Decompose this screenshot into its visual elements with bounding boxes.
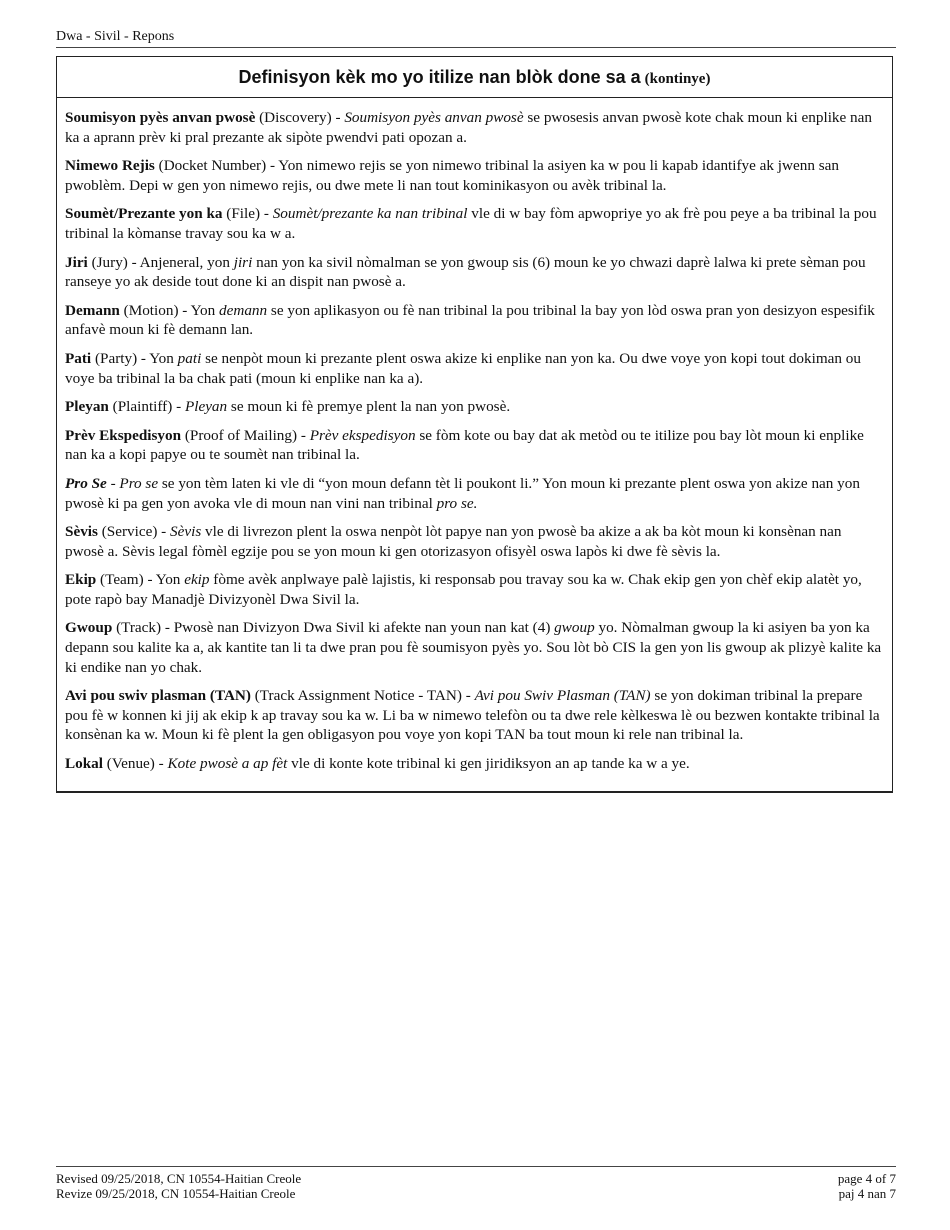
footer-page-ht: paj 4 nan 7 <box>838 1186 896 1201</box>
definition-term: Pleyan <box>65 398 109 416</box>
definition-text: Soumèt/prezante ka nan tribinal <box>272 205 468 223</box>
definition-team <box>65 570 884 609</box>
definition-track <box>65 618 884 677</box>
definition-term: Pati <box>65 349 92 367</box>
definition-venue <box>65 754 884 774</box>
definition-text: (Jury) - Anjeneral, yon <box>87 253 234 271</box>
definitions-box-title <box>57 57 892 98</box>
definition-text: se nenpòt moun ki prezante plent oswa akize ki enplike nan yon ka. Ou dwe voye yon kopi tout dokiman ou voye ba tribinal la ba chak pati (moun ki enplike nan ka a). <box>65 349 861 387</box>
footer-page-number <box>838 1171 896 1201</box>
definition-text: gwoup <box>554 619 595 637</box>
definition-text: vle di konte kote tribinal ki gen jiridiksyon an ap tande ka w a ye. <box>287 755 690 773</box>
definition-text: ekip <box>184 571 210 589</box>
box-title-main: Definisyon kèk mo yo itilize nan blòk done sa a <box>238 67 641 87</box>
footer-revised-en: Revised 09/25/2018, CN 10554-Haitian Creole <box>56 1171 302 1186</box>
definition-discovery <box>65 108 884 147</box>
definition-text: (Track Assignment Notice - TAN) - <box>250 687 475 705</box>
definition-text: (Party) - Yon <box>91 349 178 367</box>
definition-text: (Proof of Mailing) - <box>181 426 310 444</box>
definition-pro-se <box>65 474 884 513</box>
definition-text: (Discovery) - <box>255 109 345 126</box>
definition-text: Prèv ekspedisyon <box>309 426 416 444</box>
definition-text: se pwosesis anvan pwosè kote chak moun ki enplike nan ka a aprann prèv ki pral prezante ak sipòte pwendvi pati opozan a. <box>65 109 872 146</box>
definition-term: Jiri <box>65 253 88 271</box>
definition-text: nan yon ka sivil nòmalman se yon gwoup sis (6) moun ke yo chwazi daprè lalwa ki prete sèman pou ranseye yo ak deside tout done ki an dispit nan pwosè a. <box>65 253 866 291</box>
footer-revised-ht: Revize 09/25/2018, CN 10554-Haitian Creole <box>56 1186 296 1201</box>
definition-text: yo. Nòmalman gwoup la ki asiyen ba yon ka depann sou kalite ka a, ak kantite tan li ta dwe pran pou fè soumisyon pyès yo. Sou lòt bò CIS la gen yon lis gwoup ak plizyè kalite ka ki endike nan yo chak. <box>65 619 882 676</box>
definition-jury <box>65 253 884 292</box>
definition-text: Sèvis <box>170 523 202 541</box>
footer-page-en: page 4 of 7 <box>837 1171 896 1186</box>
definition-text: se yon dokiman tribinal la prepare pou fè w konnen ki jij ak ekip k ap travay sou ka w. Li ba w nimewo telefòn ou ta dwe rele kèlkeswa lè ou bezwen kontakte tribinal la konsènan ka w. Moun ki fè plent la gen obligasyon pou voye yon kopi TAN ba tout moun ki rele nan tribinal la. <box>65 687 880 744</box>
definition-text: se yon aplikasyon ou fè nan tribinal la pou tribinal la bay yon lòd oswa pran yon desizyon espesifik anfavè moun ki fè demann lan. <box>65 301 875 339</box>
definition-term: Demann <box>65 301 120 319</box>
definition-text: (File) - <box>222 205 273 223</box>
page-header: Dwa - Sivil - Repons <box>56 29 896 48</box>
definition-term: Avi pou swiv plasman (TAN) <box>65 687 251 705</box>
definition-term: Prèv Ekspedisyon <box>65 426 182 444</box>
definition-text: Pro se <box>119 474 159 492</box>
definition-service <box>65 522 884 561</box>
definition-term: Sèvis <box>65 523 98 541</box>
definition-term: Gwoup <box>65 619 113 637</box>
definition-term: Nimewo Rejis <box>65 157 155 175</box>
definition-term: Soumisyon pyès anvan pwosè <box>65 109 256 126</box>
definition-text: vle di livrezon plent la oswa nenpòt lòt papye nan yon pwosè ba akize a ak ba kòt moun ki konsènan nan pwosè a. Sèvis legal fòmèl egzije pou se yon moun ki gen otorizasyon ofisyèl oswa lapòs ki dwe fè sèvis la. <box>65 523 842 560</box>
definition-text: (Track) - Pwosè nan Divizyon Dwa Sivil ki afekte nan youn nan kat (4) <box>112 619 555 637</box>
definition-file <box>65 204 884 243</box>
definition-party <box>65 349 884 388</box>
definition-text: Soumisyon pyès anvan pwosè <box>344 109 524 126</box>
definition-text: fòme avèk anplwaye palè lajistis, ki responsab pou travay sou ka w. Chak ekip gen yon chèf ekip alatèt yo, pote rapò bay Manadjè Divizyonèl Dwa Sivil la. <box>65 571 862 608</box>
definition-term: Lokal <box>65 755 103 773</box>
definition-text: Pleyan <box>184 398 228 416</box>
definitions-box <box>56 56 893 793</box>
definition-text: pati <box>177 349 202 367</box>
definition-term: Soumèt/Prezante yon ka <box>65 205 223 223</box>
definition-text: vle di w bay fòm apwopriye yo ak frè pou peye a ba tribinal la pou tribinal la kòmanse travay sou ka w a. <box>65 205 877 242</box>
box-title-sub: (kontinye) <box>644 71 711 87</box>
definition-proof-of-mailing <box>65 426 884 465</box>
definition-text: se moun ki fè premye plent la nan yon pwosè. <box>227 398 511 416</box>
definition-term: Ekip <box>65 571 97 589</box>
definition-tan <box>65 686 884 745</box>
definition-motion <box>65 301 884 340</box>
definition-plaintiff <box>65 397 884 417</box>
page-footer <box>56 1166 896 1201</box>
definition-text: (Plaintiff) - <box>108 398 185 416</box>
definition-docket <box>65 156 884 195</box>
definition-text: Kote pwosè a ap fèt <box>167 755 288 773</box>
definition-text: se yon tèm laten ki vle di “yon moun defann tèt li poukont li.” Yon moun ki prezante plent oswa yon akize nan yon pwosè ki pa gen yon avoka vle di moun nan vini nan tribinal <box>65 474 860 512</box>
definitions-list <box>57 98 892 791</box>
definition-text: pro se. <box>436 494 478 512</box>
definition-text: (Venue) - <box>102 755 168 773</box>
definition-text: (Motion) - Yon <box>119 301 220 319</box>
definition-text: Avi pou Swiv Plasman (TAN) <box>474 687 651 705</box>
definition-text: (Team) - Yon <box>96 571 185 589</box>
definition-text: jiri <box>233 253 253 271</box>
definition-text: (Docket Number) - Yon nimewo rejis se yon nimewo tribinal la asiyen ka w pou li kapab idantifye ak jwenn san pwoblèm. Depi w gen yon nimewo rejis, ou dwe mete li nan tout kominikasyon ou avèk tribinal la. <box>65 157 839 194</box>
definition-text: (Service) - <box>97 523 171 541</box>
definition-text: demann <box>219 301 268 319</box>
definition-text: - <box>106 474 120 492</box>
definition-term: Pro Se <box>65 474 107 492</box>
footer-revision <box>56 1171 301 1201</box>
definition-text: se fòm kote ou bay dat ak metòd ou te itilize pou bay lòt moun ki enplike nan ka a kopi papye ou te soumèt nan tribinal la. <box>65 426 864 464</box>
